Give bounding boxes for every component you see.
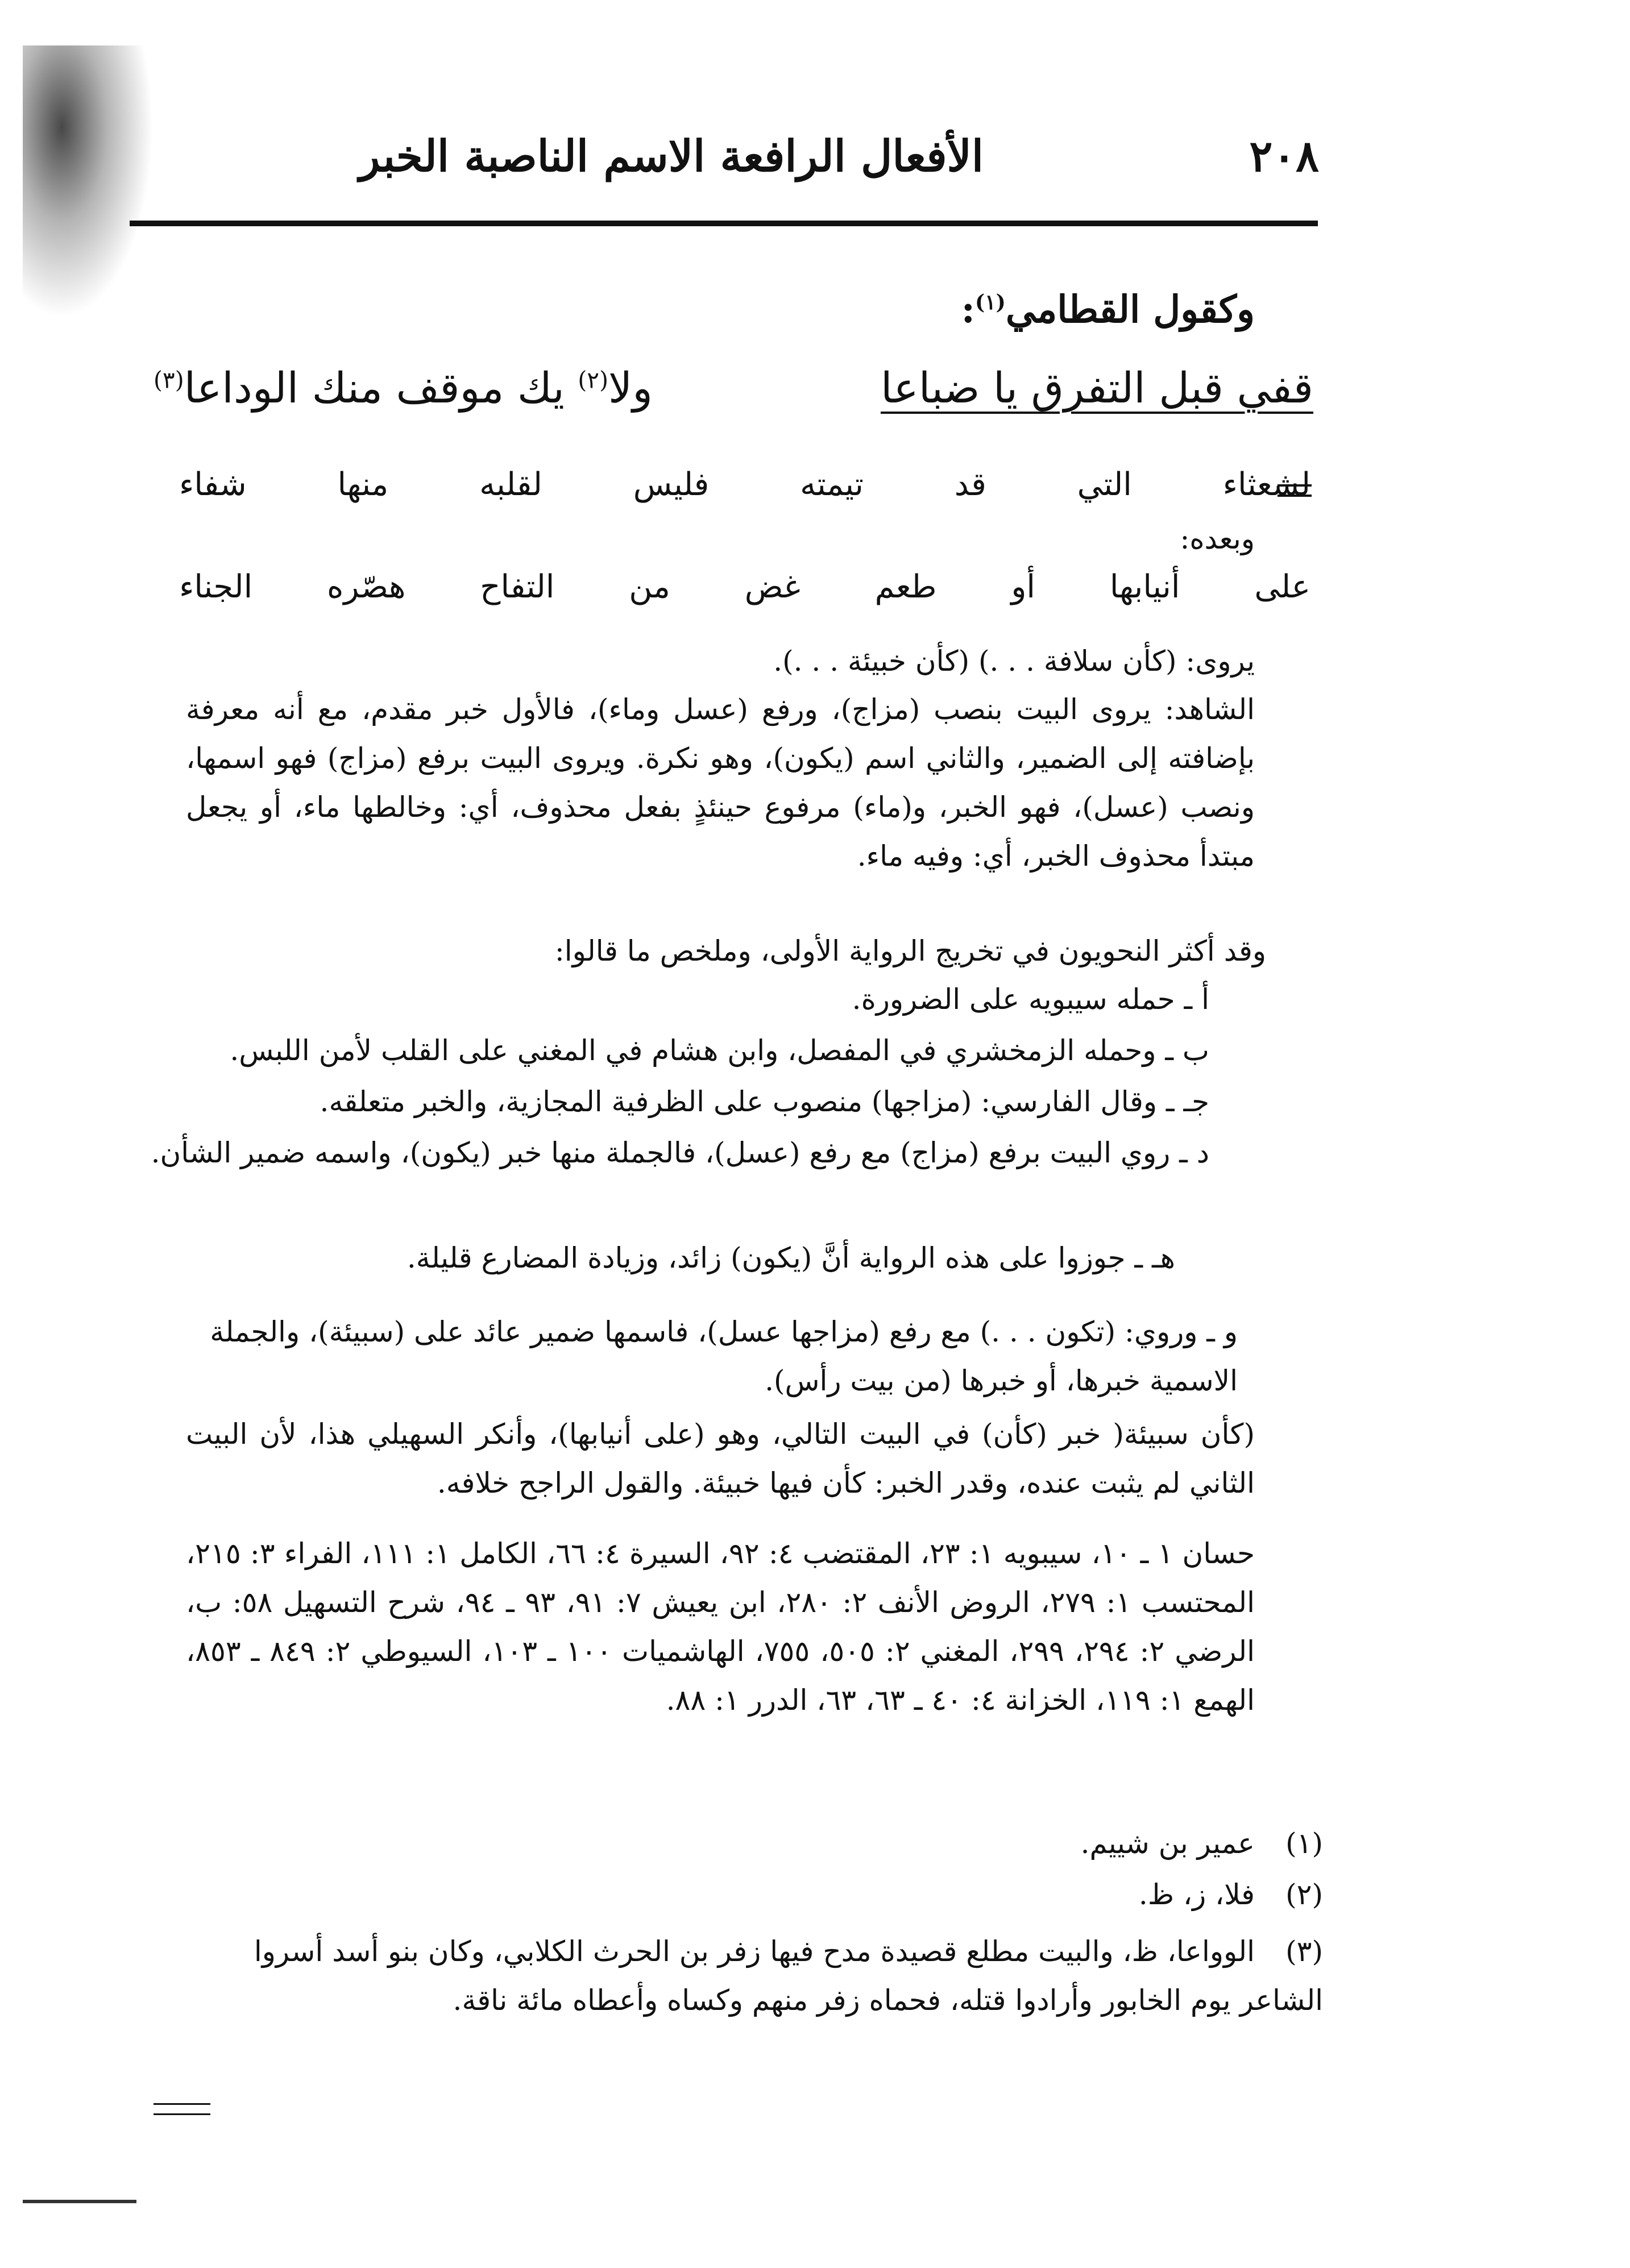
verse-word-wala: ولا bbox=[608, 364, 653, 413]
footnote-3 bbox=[163, 1927, 1323, 2025]
verse-word: منها bbox=[337, 466, 389, 503]
verse-second-hemistich bbox=[154, 364, 653, 413]
verse-word: الجناء bbox=[179, 568, 253, 605]
footnote-number: (١) bbox=[1285, 1827, 1323, 1860]
verse-word: من bbox=[629, 568, 670, 605]
scan-mark bbox=[23, 2200, 136, 2203]
akthar-paragraph: وقد أكثر النحويون في تخريج الرواية الأولى، وملخص ما قالوا: bbox=[554, 934, 1266, 967]
intro-colon: : bbox=[961, 287, 975, 331]
verse-word: أنيابها bbox=[1109, 568, 1180, 605]
footnote-text: الوواعا، ظ، والبيت مطلع قصيدة مدح فيها زفر بن الحرث الكلابي، وكان بنو أسد أسروا الشاعر يوم الخابور وأرادوا قتله، فحماه زفر منهم وكساه وأعطاه مائة ناقة. bbox=[254, 1935, 1323, 2017]
verse-word: فليس bbox=[633, 466, 710, 503]
footnote-text: عمير بن شييم. bbox=[1080, 1827, 1255, 1860]
footnote-number: (٢) bbox=[1285, 1878, 1323, 1911]
footnote-number: (٣) bbox=[1285, 1935, 1323, 1968]
verse-word: هصّره bbox=[327, 568, 406, 605]
intro-line bbox=[961, 287, 1255, 331]
verse-word: لشعثاء bbox=[1222, 466, 1310, 503]
list-item: هـ ـ جوزوا على هذه الرواية أنَّ (يكون) زائد، وزيادة المضارع قليلة. bbox=[407, 1241, 1175, 1274]
verse-word: تيمته bbox=[800, 466, 864, 503]
list-item: ب ـ وحمله الزمخشري في المفصل، وابن هشام في المغني على القلب لأمن اللبس. bbox=[230, 1034, 1209, 1067]
footnote-ref-1: (١) bbox=[974, 290, 1006, 314]
footnote-ref-3: (٣) bbox=[154, 366, 184, 394]
running-title: الأفعال الرافعة الاسم الناصبة الخبر bbox=[359, 131, 984, 181]
footnote-text: فلا، ز، ظ. bbox=[1138, 1878, 1255, 1911]
verse-word: لقلبه bbox=[479, 466, 542, 503]
footnote-ref-2: (٢) bbox=[578, 366, 609, 394]
verse-word: أو bbox=[1011, 568, 1035, 605]
footer-rule bbox=[154, 2103, 210, 2105]
footer-rule bbox=[154, 2113, 210, 2115]
after-label: وبعده: bbox=[1180, 522, 1255, 555]
page-number: ٢٠٨ bbox=[1249, 131, 1319, 181]
page-header bbox=[125, 131, 1319, 193]
verse-word: غض bbox=[744, 568, 801, 605]
kaan-sabiah-paragraph: (كأن سبيئة( خبر (كأن) في البيت التالي، وهو (على أنيابها)، وأنكر السهيلي هذا، لأن البيت الثاني لم يثبت عنده، وقدر الخبر: كأن فيها خبيئة. والقول الراجح خلافه. bbox=[186, 1418, 1255, 1499]
verse-word: طعم bbox=[874, 568, 937, 605]
verse-word: على bbox=[1254, 568, 1310, 605]
verse-line-3 bbox=[179, 568, 1310, 605]
list-item: جـ ـ وقال الفارسي: (مزاجها) منصوب على الظرفية المجازية، والخبر متعلقه. bbox=[320, 1085, 1209, 1118]
sources-paragraph: حسان ١ ـ ١٠، سيبويه ١: ٢٣، المقتضب ٤: ٩٢، السيرة ٤: ٦٦، الكامل ١: ١١١، الفراء ٣: ٢١٥، المحتسب ١: ٢٧٩، الروض الأنف ٢: ٢٨٠، ابن يعيش ٧: ٩١، ٩٣ ـ ٩٤، شرح التسهيل ٥٨: ب، الرضي ٢: ٢٩٤، ٢٩٩، المغني ٢: ٥٠٥، ٧٥٥، الهاشميات ١٠٠ ـ ١٠٣، السيوطي ٢: ٨٤٩ ـ ٨٥٣، الهمع ١: ١١٩، الخزانة ٤: ٤٠ ـ ٦٣، ٦٣، الدرر ١: ٨٨. bbox=[186, 1537, 1255, 1717]
list-item: أ ـ حمله سيبويه على الضرورة. bbox=[852, 983, 1209, 1016]
verse-second-rest: يك موقف منك الوداعا bbox=[184, 364, 565, 413]
footnote-2 bbox=[163, 1870, 1323, 1919]
shahid-paragraph: الشاهد: يروى البيت بنصب (مزاج)، ورفع (عسل وماء)، فالأول خبر مقدم، مع أنه معرفة بإضافته إلى الضمير، والثاني اسم (يكون)، وهو نكرة. ويروى البيت برفع (مزاج) فهو اسمها، ونصب (عسل)، فهو الخبر، و(ماء) مرفوع حينئذٍ بفعل محذوف، أي: وخالطها ماء، أو يجعل مبتدأ محذوف الخبر، أي: وفيه ماء. bbox=[186, 693, 1255, 873]
list-item: د ـ روي البيت برفع (مزاج) مع رفع (عسل)، فالجملة منها خبر (يكون)، واسمه ضمير الشأن. bbox=[151, 1136, 1209, 1169]
verse-line-2 bbox=[179, 466, 1310, 503]
header-rule bbox=[130, 221, 1318, 226]
list-item: و ـ وروي: (تكون . . .) مع رفع (مزاجها عسل)، فاسمها ضمير عائد على (سبيئة)، والجملة الاسمية خبرها، أو خبرها (من بيت رأس). bbox=[210, 1315, 1238, 1397]
verse-word: التفاح bbox=[480, 568, 555, 605]
footnote-1 bbox=[163, 1819, 1323, 1868]
verse-word: قد bbox=[954, 466, 986, 503]
verse-word: التي bbox=[1077, 466, 1132, 503]
main-verse bbox=[154, 364, 1313, 413]
verse-first-hemistich: قفي قبل التفرق يا ضباعا bbox=[881, 364, 1313, 413]
intro-text: وكقول القطامي bbox=[1005, 287, 1255, 331]
verse-word: شفاء bbox=[179, 466, 247, 503]
riwaya-text: يروى: (كأن سلافة . . .) (كأن خبيئة . . .). bbox=[773, 645, 1255, 678]
